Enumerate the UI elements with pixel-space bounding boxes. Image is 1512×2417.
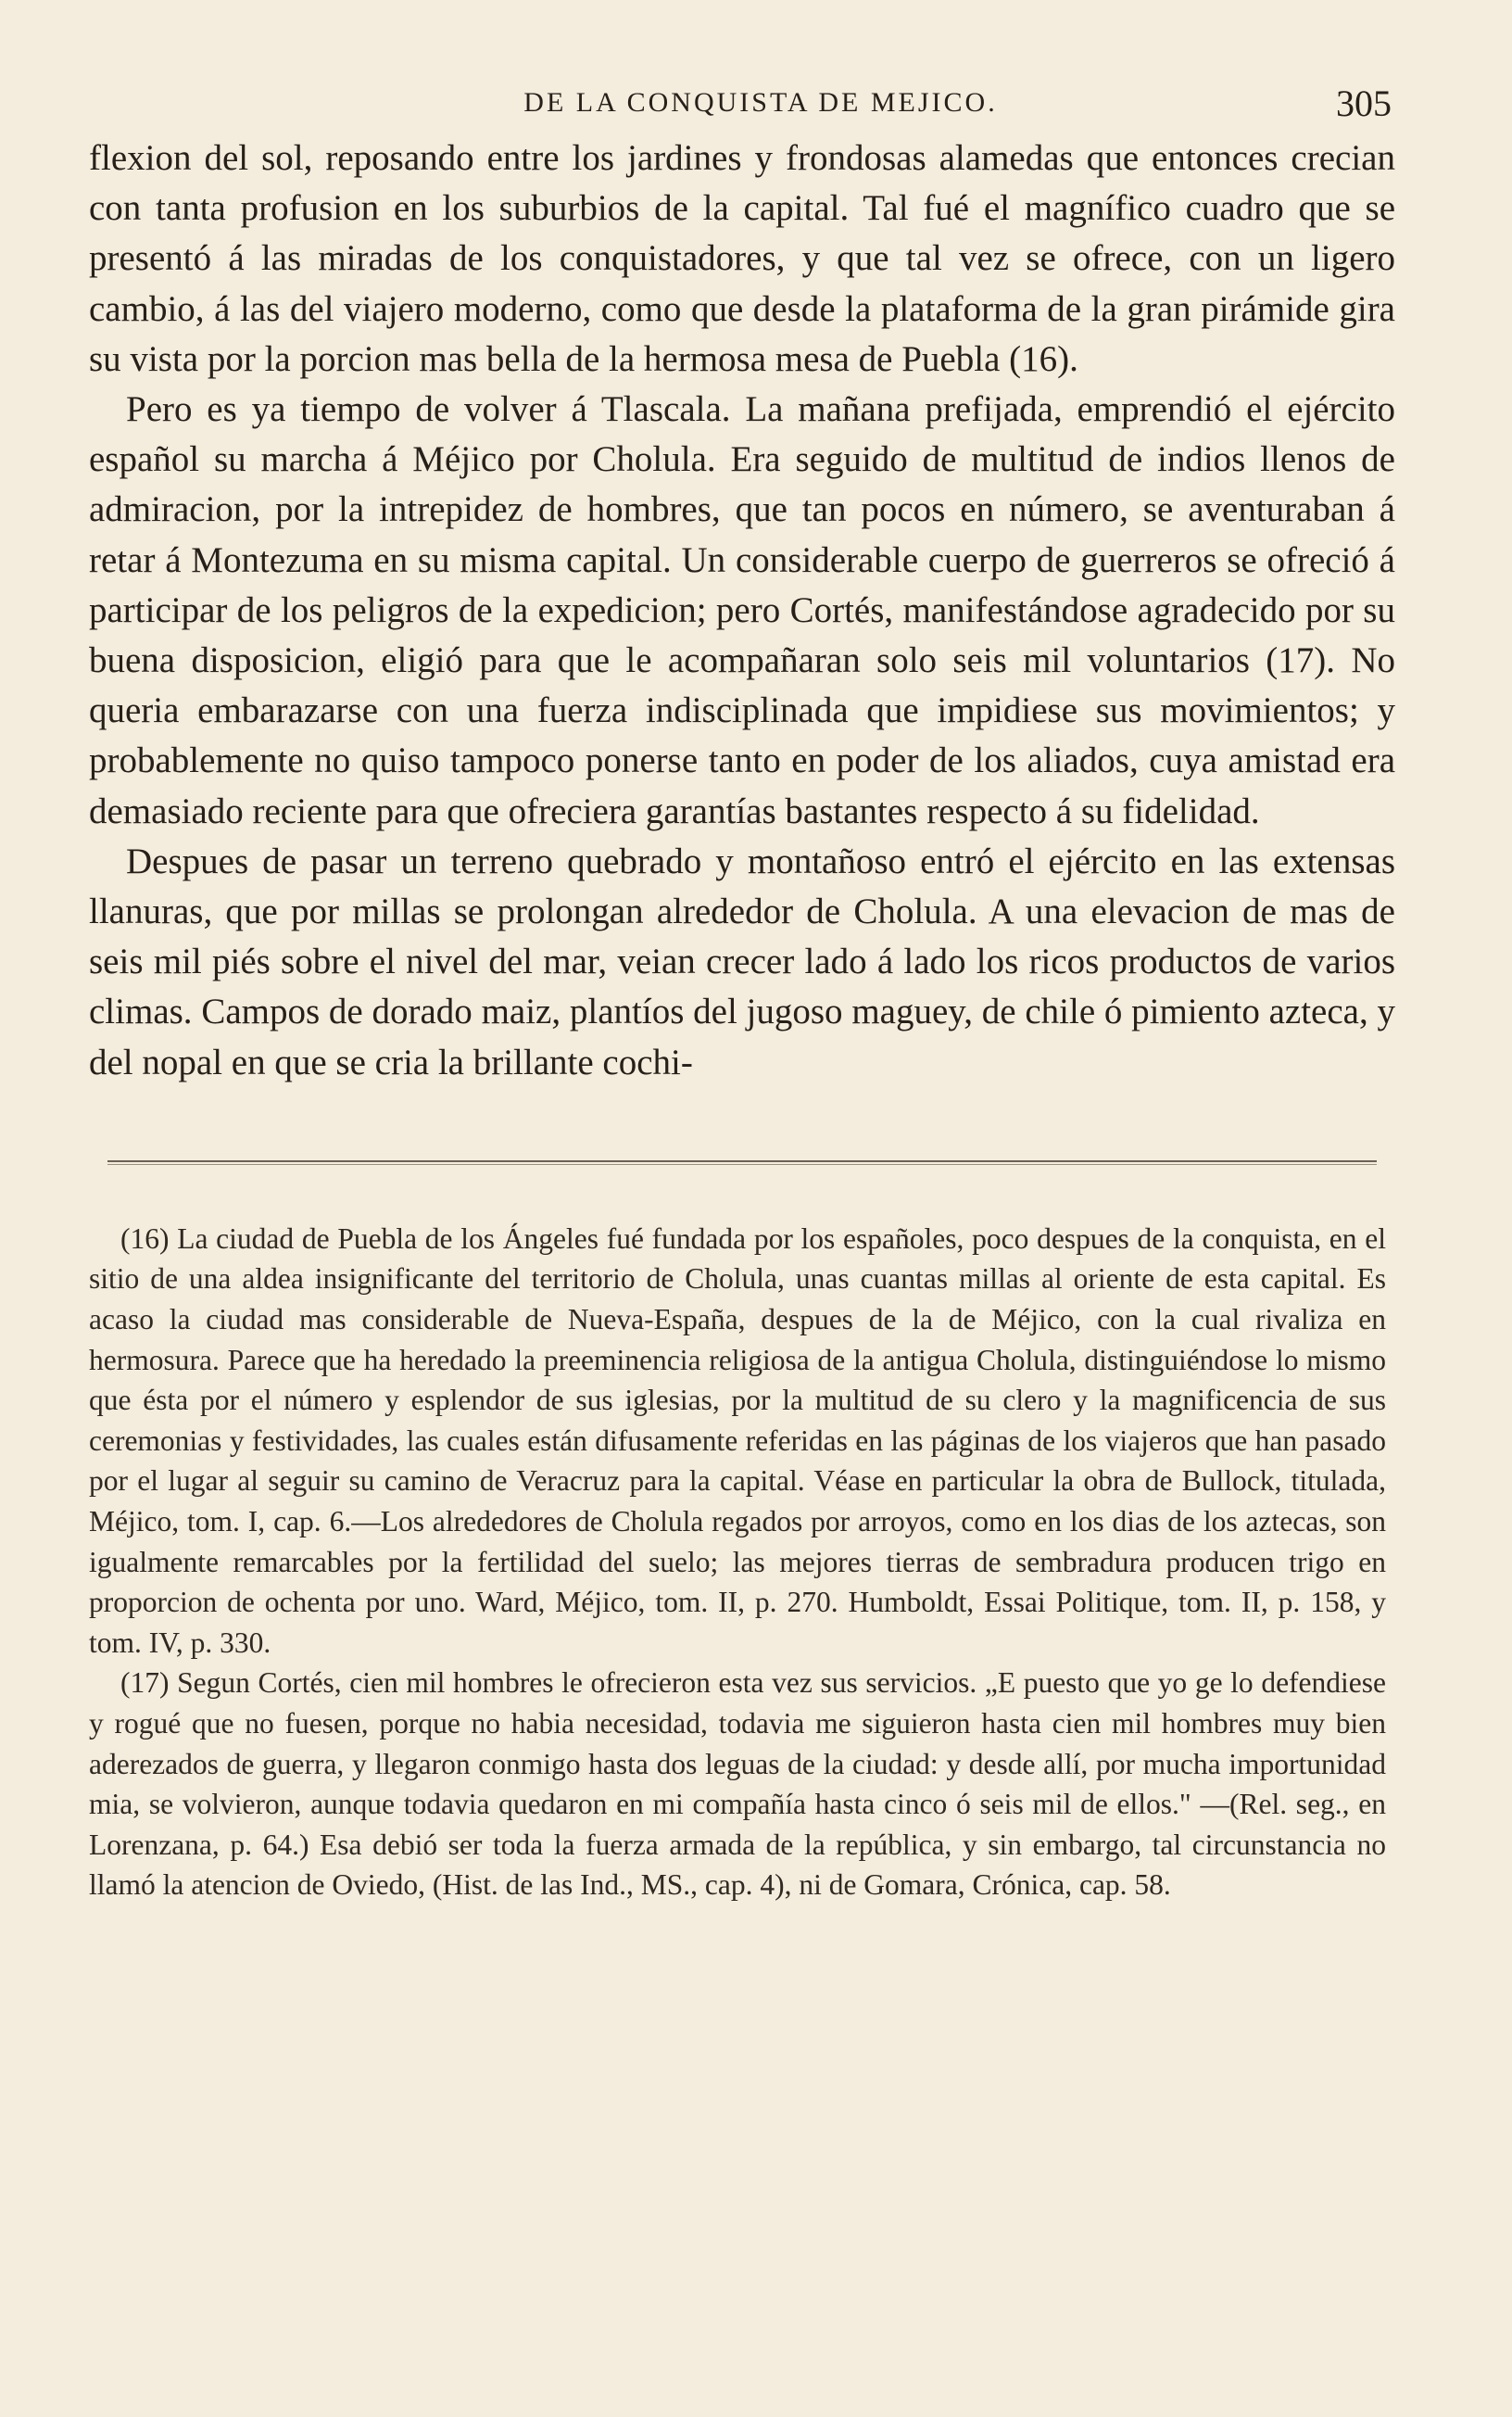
footnote-17: (17) Segun Cortés, cien mil hombres le ofrecieron esta vez sus servicios. „E puesto que yo ge lo defendiese y rogué que no fuesen, porque no habia necesidad, todavia me siguieron hasta cien mil hombres muy bien aderezados de guerra, y llegaron conmigo hasta dos leguas de la ciudad: y desde allí, por mucha importunidad mia, se volvieron, aunque todavia quedaron en mi compañía hasta cinco ó seis mil de ellos." —(Rel. seg., en Lorenzana, p. 64.) Esa debió ser toda la fuerza armada de la república, y sin embargo, tal circunstancia no llamó la atencion de Oviedo, (Hist. de las Ind., MS., cap. 4), ni de Gomara, Crónica, cap. 58.: [89, 1666, 1386, 1902]
body-paragraph: Despues de pasar un terreno quebrado y montañoso entró el ejército en las extensas llanuras, que por millas se prolongan alrededor de Cholula. A una elevacion de mas de seis mil piés sobre el nivel del mar, veian crecer lado á lado los ricos productos de varios climas. Campos de dorado maiz, plantíos del jugoso maguey, de chile ó pimiento azteca, y del nopal en que se cria la brillante cochi-: [89, 841, 1395, 1082]
footnotes: [89, 1219, 1386, 1905]
body-paragraph: flexion del sol, reposando entre los jardines y frondosas alamedas que entonces crecian con tanta profusion en los suburbios de la capital. Tal fué el magnífico cuadro que se presentó á las miradas de los conquistadores, y que tal vez se ofrece, con un ligero cambio, á las del viajero moderno, como que desde la plataforma de la gran pirámide gira su vista por la porcion mas bella de la hermosa mesa de Puebla (16).: [89, 138, 1395, 379]
footnote-separator-rule: [107, 1160, 1377, 1165]
body-paragraph: Pero es ya tiempo de volver á Tlascala. La mañana prefijada, emprendió el ejército español su marcha á Méjico por Cholula. Era seguido de multitud de indios llenos de admiracion, por la intrepidez de hombres, que tan pocos en número, se aventuraban á retar á Montezuma en su misma capital. Un considerable cuerpo de guerreros se ofreció á participar de los peligros de la expedicion; pero Cortés, manifestándose agradecido por su buena disposicion, eligió para que le acompañaran solo seis mil voluntarios (17). No queria embarazarse con una fuerza indisciplinada que impidiese sus movimientos; y probablemente no quiso tampoco ponerse tanto en poder de los aliados, cuya amistad era demasiado reciente para que ofreciera garantías bastantes respecto á su fidelidad.: [89, 389, 1395, 831]
running-head: [89, 82, 1395, 128]
footnote-16: (16) La ciudad de Puebla de los Ángeles fué fundada por los españoles, poco despues de la conquista, en el sitio de una aldea insignificante del territorio de Cholula, unas cuantas millas al oriente de esta capital. Es acaso la ciudad mas considerable de Nueva-España, despues de la de Méjico, con la cual rivaliza en hermosura. Parece que ha heredado la preeminencia religiosa de la antigua Cholula, distinguiéndose lo mismo que ésta por el número y esplendor de sus iglesias, por la multitud de su clero y la magnificencia de sus ceremonias y festividades, las cuales están difusamente referidas en las páginas de los viajeros que han pasado por el lugar al seguir su camino de Veracruz para la capital. Véase en particular la obra de Bullock, titulada, Méjico, tom. I, cap. 6.—Los alrededores de Cholula regados por arroyos, como en los dias de los aztecas, son igualmente remarcables por la fertilidad del suelo; las mejores tierras de sembradura producen trigo en proporcion de ochenta por uno. Ward, Méjico, tom. II, p. 270. Humboldt, Essai Politique, tom. II, p. 158, y tom. IV, p. 330.: [89, 1221, 1386, 1659]
running-title: DE LA CONQUISTA DE MEJICO.: [523, 87, 998, 118]
page-number: 305: [1336, 82, 1392, 124]
book-page: [89, 82, 1395, 1905]
body-text: [89, 133, 1395, 1088]
